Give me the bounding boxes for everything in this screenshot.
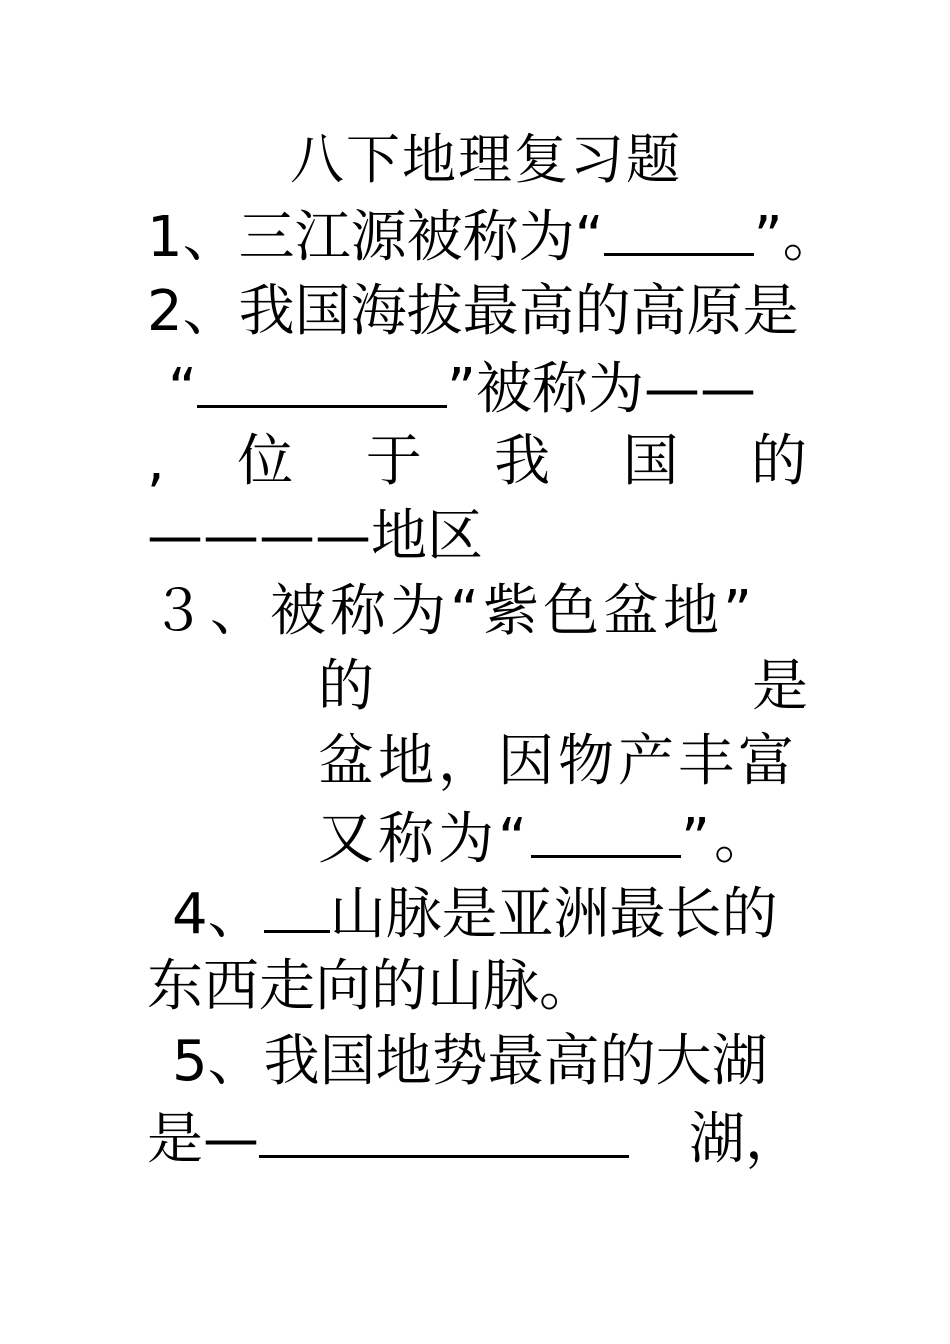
q2-dash: ———— (147, 504, 371, 569)
q3-word-de: 的 (318, 654, 374, 719)
q2-blank (197, 355, 447, 408)
q4-number: 4、 (172, 882, 264, 947)
q3-word-shi: 是 (752, 654, 808, 719)
page-title: 八下地理复习题 (290, 128, 682, 191)
question-3-line-1: ３、被称为“紫色盆地” (150, 579, 757, 644)
q2-char: 的 (751, 429, 807, 494)
question-4-line-1 (172, 880, 832, 947)
question-2-line-1: 2、我国海拔最高的高原是 (147, 279, 799, 344)
question-3-line-3: 盆地，因物产丰富 (318, 729, 798, 794)
q3-blank (531, 805, 681, 858)
q3-text-after: ”。 (681, 807, 775, 872)
question-4-line-2: 东西走向的山脉。 (147, 954, 595, 1019)
question-3-line-4 (318, 805, 838, 872)
q2-char: 国 (622, 429, 679, 494)
question-2-line-3 (147, 430, 807, 494)
question-5-line-1: 5、我国地势最高的大湖 (172, 1029, 768, 1094)
q2-region-text: 地区 (371, 504, 483, 569)
q1-text-before: 1、三江源被称为“ (147, 205, 604, 270)
question-5-line-2 (147, 1105, 807, 1172)
q2-char: , (147, 429, 165, 494)
q2-close-text: ”被称为—— (447, 357, 757, 422)
q1-text-after: ”。 (753, 205, 839, 270)
q5-blank (259, 1105, 629, 1158)
q2-char: 位 (237, 429, 294, 494)
q3-text-before: 又称为“ (318, 807, 532, 872)
q4-blank (264, 880, 330, 933)
q5-text-after: 湖， (689, 1107, 801, 1172)
q1-blank (604, 203, 754, 256)
q5-text-before: 是— (147, 1107, 259, 1172)
q2-open-quote: “ (168, 357, 198, 422)
question-1 (147, 203, 839, 270)
question-2-line-2 (168, 355, 828, 422)
question-2-line-4 (147, 505, 807, 569)
q2-char: 我 (494, 429, 551, 494)
q4-text-after: 山脉是亚洲最长的 (329, 882, 778, 947)
question-3-line-2 (318, 655, 808, 719)
q2-char: 于 (365, 429, 422, 494)
